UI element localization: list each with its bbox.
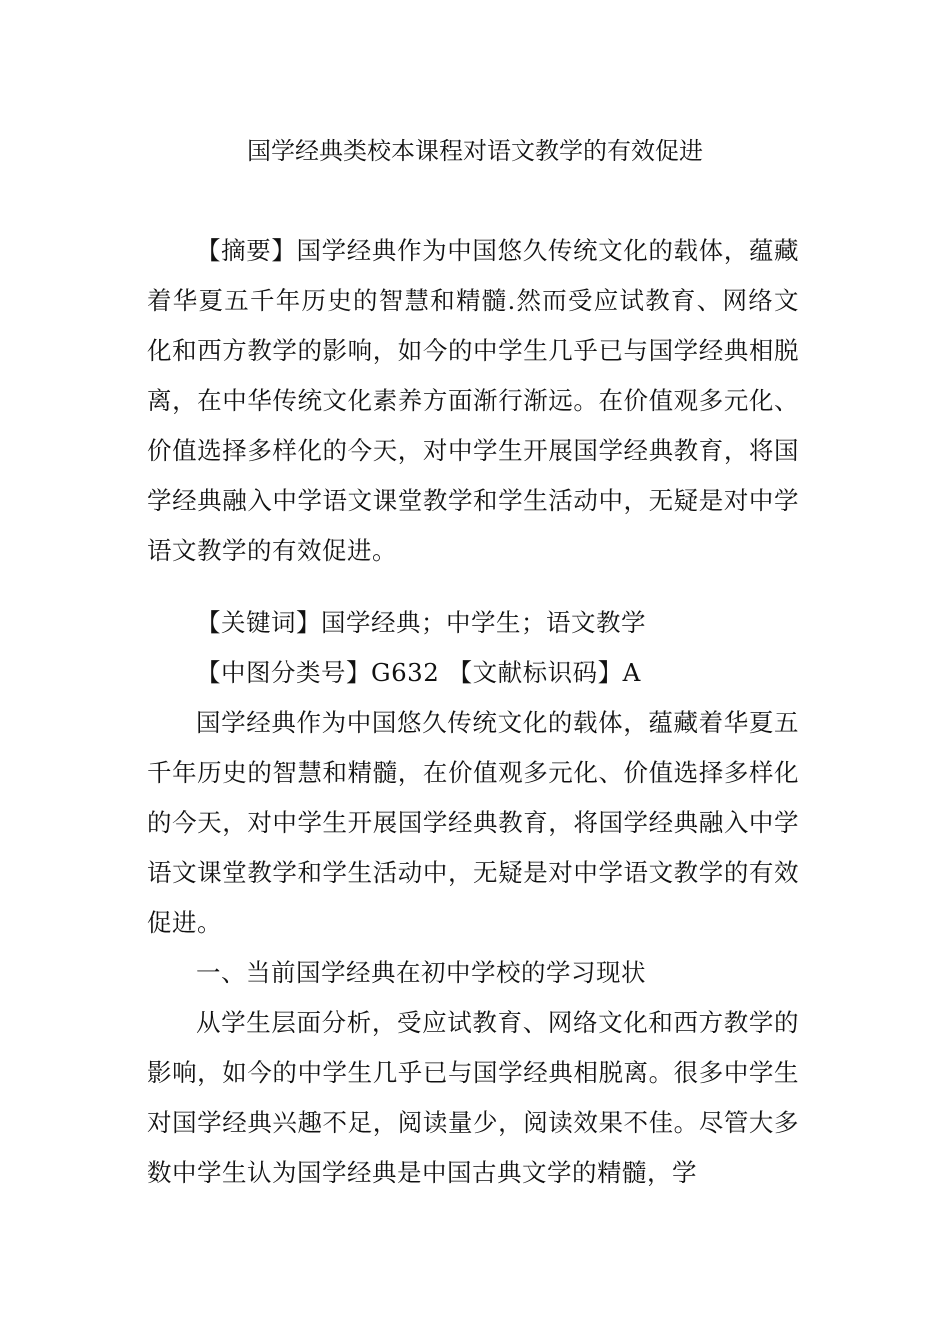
abstract-paragraph: 【摘要】国学经典作为中国悠久传统文化的载体，蕴藏着华夏五千年历史的智慧和精髓.然而受应试教育、网络文化和西方教学的影响，如今的中学生几乎已与国学经典相脱离，在中华传统文化素养方面渐行渐远。在价值观多元化、价值选择多样化的今天，对中学生开展国学经典教育，将国学经典融入中学语文课堂教学和学生活动中，无疑是对中学语文教学的有效促进。 [147, 236, 799, 565]
body-paragraph: 国学经典作为中国悠久传统文化的载体，蕴藏着华夏五千年历史的智慧和精髓，在价值观多元化、价值选择多样化的今天，对中学生开展国学经典教育，将国学经典融入中学语文课堂教学和学生活动中，无疑是对中学语文教学的有效促进。 [147, 708, 799, 937]
classification-line: 【中图分类号】G632 【文献标识码】A [196, 658, 641, 687]
body-paragraph: 从学生层面分析，受应试教育、网络文化和西方教学的影响，如今的中学生几乎已与国学经典相脱离。很多中学生对国学经典兴趣不足，阅读量少，阅读效果不佳。尽管大多数中学生认为国学经典是中国古典文学的精髓，学 [147, 1008, 799, 1187]
keywords-line: 【关键词】国学经典；中学生；语文教学 [196, 608, 646, 637]
document-title: 国学经典类校本课程对语文教学的有效促进 [247, 137, 703, 165]
abstract-section [147, 226, 799, 576]
section-heading: 一、当前国学经典在初中学校的学习现状 [196, 958, 646, 987]
body-section [147, 598, 799, 1198]
